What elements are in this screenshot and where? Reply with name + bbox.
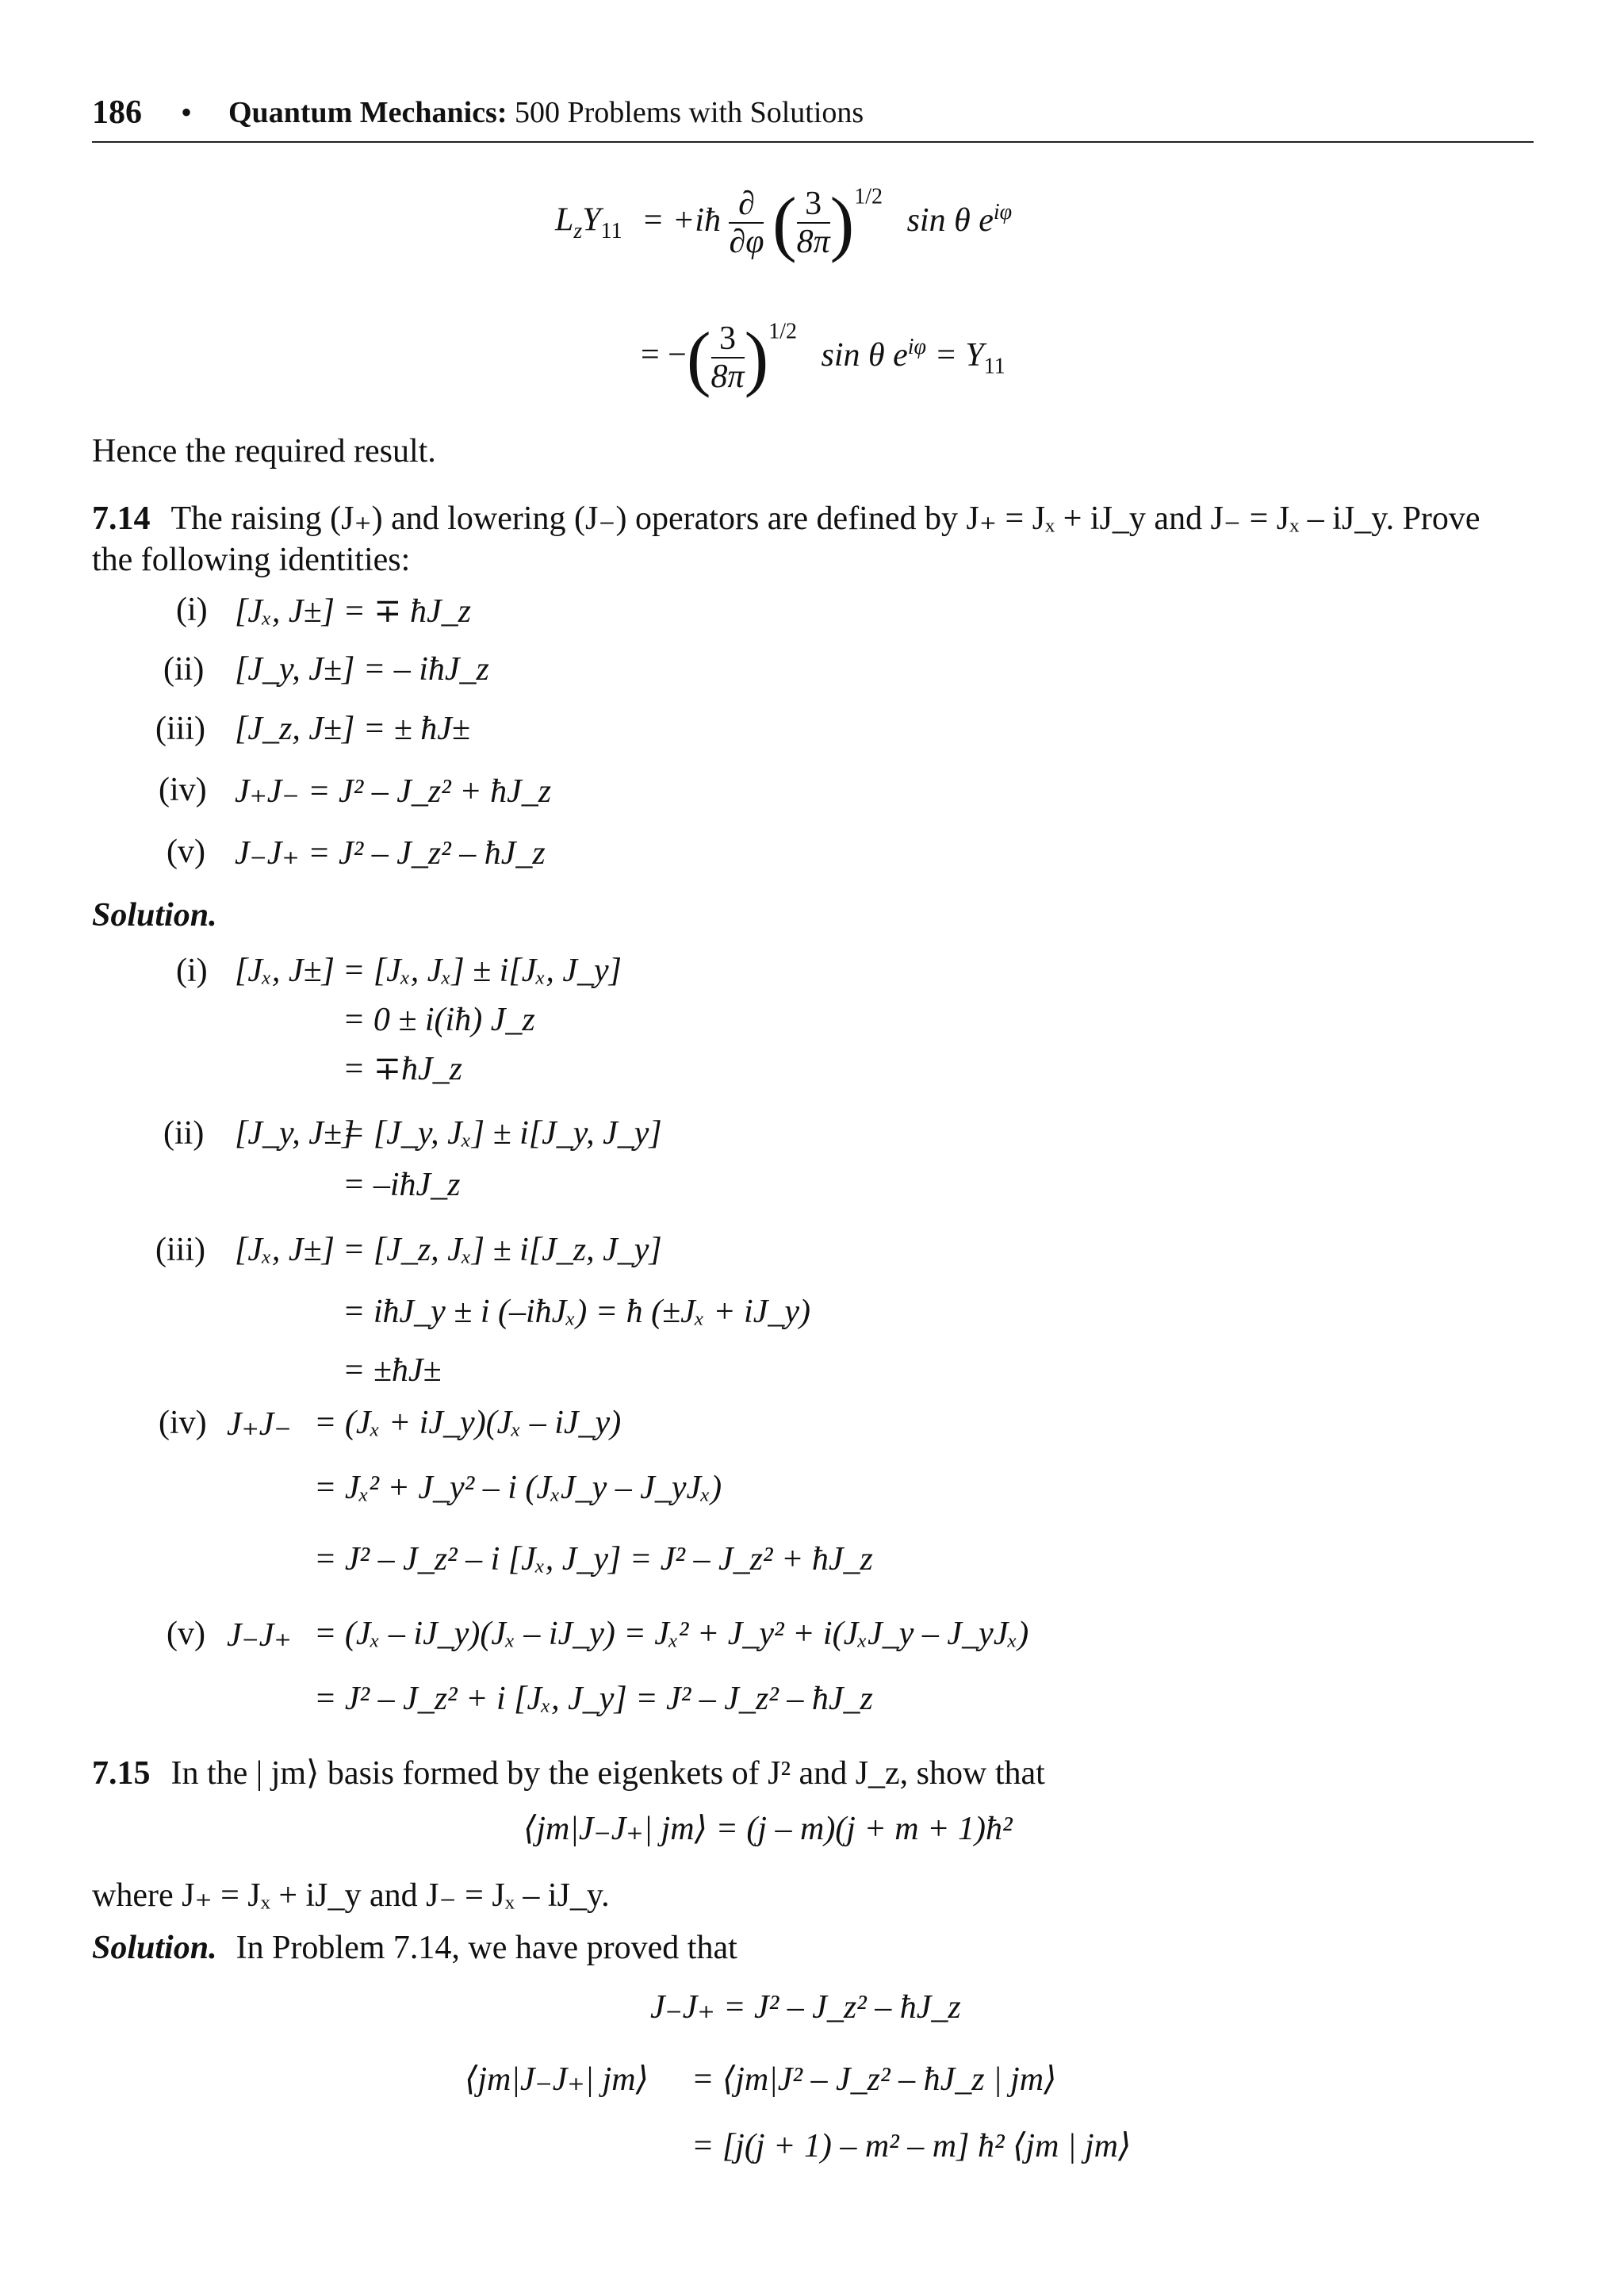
eq1-partial-fraction (729, 186, 764, 260)
sol-iii-rhs2: = iħJ_y ± i (–iħJₓ) = ħ (±Jₓ + iJ_y) (343, 1294, 810, 1330)
eq2-rest (821, 334, 1005, 379)
solution-heading-7-14: Solution. (92, 897, 217, 934)
eq1-sin: sin θ e (906, 201, 994, 239)
eq2-sin: sin θ e (821, 336, 908, 374)
running-header (92, 94, 1534, 143)
sol-i-label: (i) (176, 953, 208, 989)
identity-iv-label: (iv) (159, 772, 207, 808)
sol-v-rhs: = (Jₓ – iJ_y)(Jₓ – iJ_y) = Jₓ² + J_y² + i(JₓJ_y – J_yJₓ) (314, 1616, 1029, 1652)
problem-7-15-line1 (92, 1753, 1045, 1792)
page-number: 186 (92, 94, 142, 131)
problem-7-14-text: The raising (J₊) and lowering (J₋) operators are defined by J₊ = Jₓ + iJ_y and J₋ = Jₓ – iJ_y. Prove (170, 500, 1480, 537)
sol-i-rhs2: = 0 ± i(iħ) J_z (343, 1002, 535, 1038)
identity-iv: J₊J₋ = J² – J_z² + ħJ_z (235, 773, 552, 810)
sol-v-rhs2: = J² – J_z² + i [Jₓ, J_y] = J² – J_z² – ħJ_z (314, 1681, 873, 1717)
eq1-rparen: ) (829, 182, 855, 263)
eq1-lparen: ( (772, 182, 797, 263)
eq1-partial-den: ∂φ (729, 224, 764, 260)
eq1-Y: Y (582, 201, 601, 239)
eq1-equals-ih: = +iħ (642, 201, 721, 239)
sol-ii-rhs2: = –iħJ_z (343, 1167, 461, 1203)
sol-ii-rhs: = [J_y, Jₓ] ± i[J_y, J_y] (343, 1115, 662, 1152)
eq1-rest (906, 199, 1013, 239)
eq2-frac-den: 8π (710, 358, 745, 395)
eq2-exponent: 1/2 (768, 319, 797, 344)
eq1-partial-num: ∂ (729, 186, 764, 224)
problem-7-15-number: 7.15 (92, 1755, 151, 1792)
solution-7-15-eq1: J₋J₊ = J² – J_z² – ħJ_z (650, 1989, 961, 2026)
sol-iv-label: (iv) (159, 1405, 207, 1441)
identity-i-label: (i) (176, 592, 208, 628)
solution-heading-7-15: Solution. (92, 1930, 217, 1966)
identity-iii-label: (iii) (155, 711, 205, 747)
problem-7-15-display: ⟨jm|J₋J₊| jm⟩ = (j – m)(j + m + 1)ħ² (523, 1811, 1013, 1847)
eq2-lead: = − (641, 336, 687, 374)
sol-i-lhs: [Jₓ, J±] (235, 953, 335, 989)
identity-ii-label: (ii) (163, 651, 205, 688)
eq2-rparen: ) (744, 317, 769, 398)
eq1-frac-num: 3 (797, 186, 830, 224)
solution-7-15-eq2-rhs: = ⟨jm|J² – J_z² – ħJ_z | jm⟩ (691, 2061, 1057, 2098)
equation-y11-result (641, 316, 1005, 400)
sol-i-rhs: = [Jₓ, Jₓ] ± i[Jₓ, J_y] (343, 953, 622, 989)
solution-7-15-eq3-rhs: = [j(j + 1) – m² – m] ħ² ⟨jm | jm⟩ (691, 2128, 1132, 2164)
eq1-frac-den: 8π (796, 224, 830, 260)
identity-v-label: (v) (167, 834, 205, 870)
sol-ii-label: (ii) (163, 1115, 205, 1152)
identity-ii: [J_y, J±] = – iħJ_z (235, 651, 489, 688)
eq2-fraction (711, 320, 745, 395)
eq1-sup: iφ (993, 199, 1013, 224)
sol-iv-rhs3: = J² – J_z² – i [Jₓ, J_y] = J² – J_z² + ħJ_z (314, 1541, 873, 1578)
identity-v: J₋J₊ = J² – J_z² – ħJ_z (235, 835, 546, 872)
book-title-bold: Quantum Mechanics: (228, 96, 508, 129)
sol-iii-rhs: = [J_z, Jₓ] ± i[J_z, J_y] (343, 1232, 662, 1268)
sol-i-rhs3: = ∓ħJ_z (343, 1051, 463, 1087)
sol-v-lhs: J₋J₊ (227, 1617, 292, 1654)
hence-text: Hence the required result. (92, 433, 436, 470)
identity-iii: [J_z, J±] = ± ħJ± (235, 711, 470, 747)
problem-7-15-where: where J₊ = Jₓ + iJ_y and J₋ = Jₓ – iJ_y. (92, 1877, 610, 1914)
sol-v-label: (v) (167, 1616, 205, 1652)
sol-iii-lhs: [Jₓ, J±] (235, 1232, 335, 1268)
eq2-frac-num: 3 (711, 320, 745, 358)
eq2-lparen: ( (686, 317, 711, 398)
solution-7-15-text: In Problem 7.14, we have proved that (236, 1930, 737, 1966)
sol-iv-lhs: J₊J₋ (227, 1406, 292, 1443)
header-bullet: • (181, 94, 193, 130)
eq1-L: L (555, 201, 574, 239)
eq2-tail-sub: 11 (983, 354, 1005, 379)
sol-iii-rhs3: = ±ħJ± (343, 1352, 442, 1389)
eq1-Y-sub: 11 (600, 219, 622, 244)
problem-7-14-number: 7.14 (92, 500, 151, 537)
problem-7-14-line2: the following identities: (92, 542, 411, 578)
equation-lz-y11 (555, 181, 1012, 265)
sol-iv-rhs2: = Jₓ² + J_y² – i (JₓJ_y – J_yJₓ) (314, 1470, 722, 1506)
sol-ii-lhs: [J_y, J±] (235, 1115, 355, 1152)
sol-iv-rhs: = (Jₓ + iJ_y)(Jₓ – iJ_y) (314, 1405, 622, 1441)
problem-7-14-line1 (92, 498, 1480, 538)
eq1-fraction (797, 186, 830, 260)
eq1-L-sub: z (573, 219, 583, 244)
eq2-sup: iφ (907, 334, 927, 359)
book-title-rest: 500 Problems with Solutions (507, 96, 864, 129)
sol-iii-label: (iii) (155, 1232, 205, 1268)
eq2-tail: = Y (926, 336, 984, 374)
book-title (228, 95, 864, 130)
solution-7-15-intro (92, 1929, 737, 1967)
eq1-exponent: 1/2 (854, 184, 883, 209)
solution-7-15-eq2-lhs: ⟨jm|J₋J₊| jm⟩ (465, 2061, 649, 2098)
identity-i: [Jₓ, J±] = ∓ ħJ_z (235, 593, 471, 630)
problem-7-15-text: In the | jm⟩ basis formed by the eigenkets of J² and J_z, show that (170, 1755, 1045, 1792)
